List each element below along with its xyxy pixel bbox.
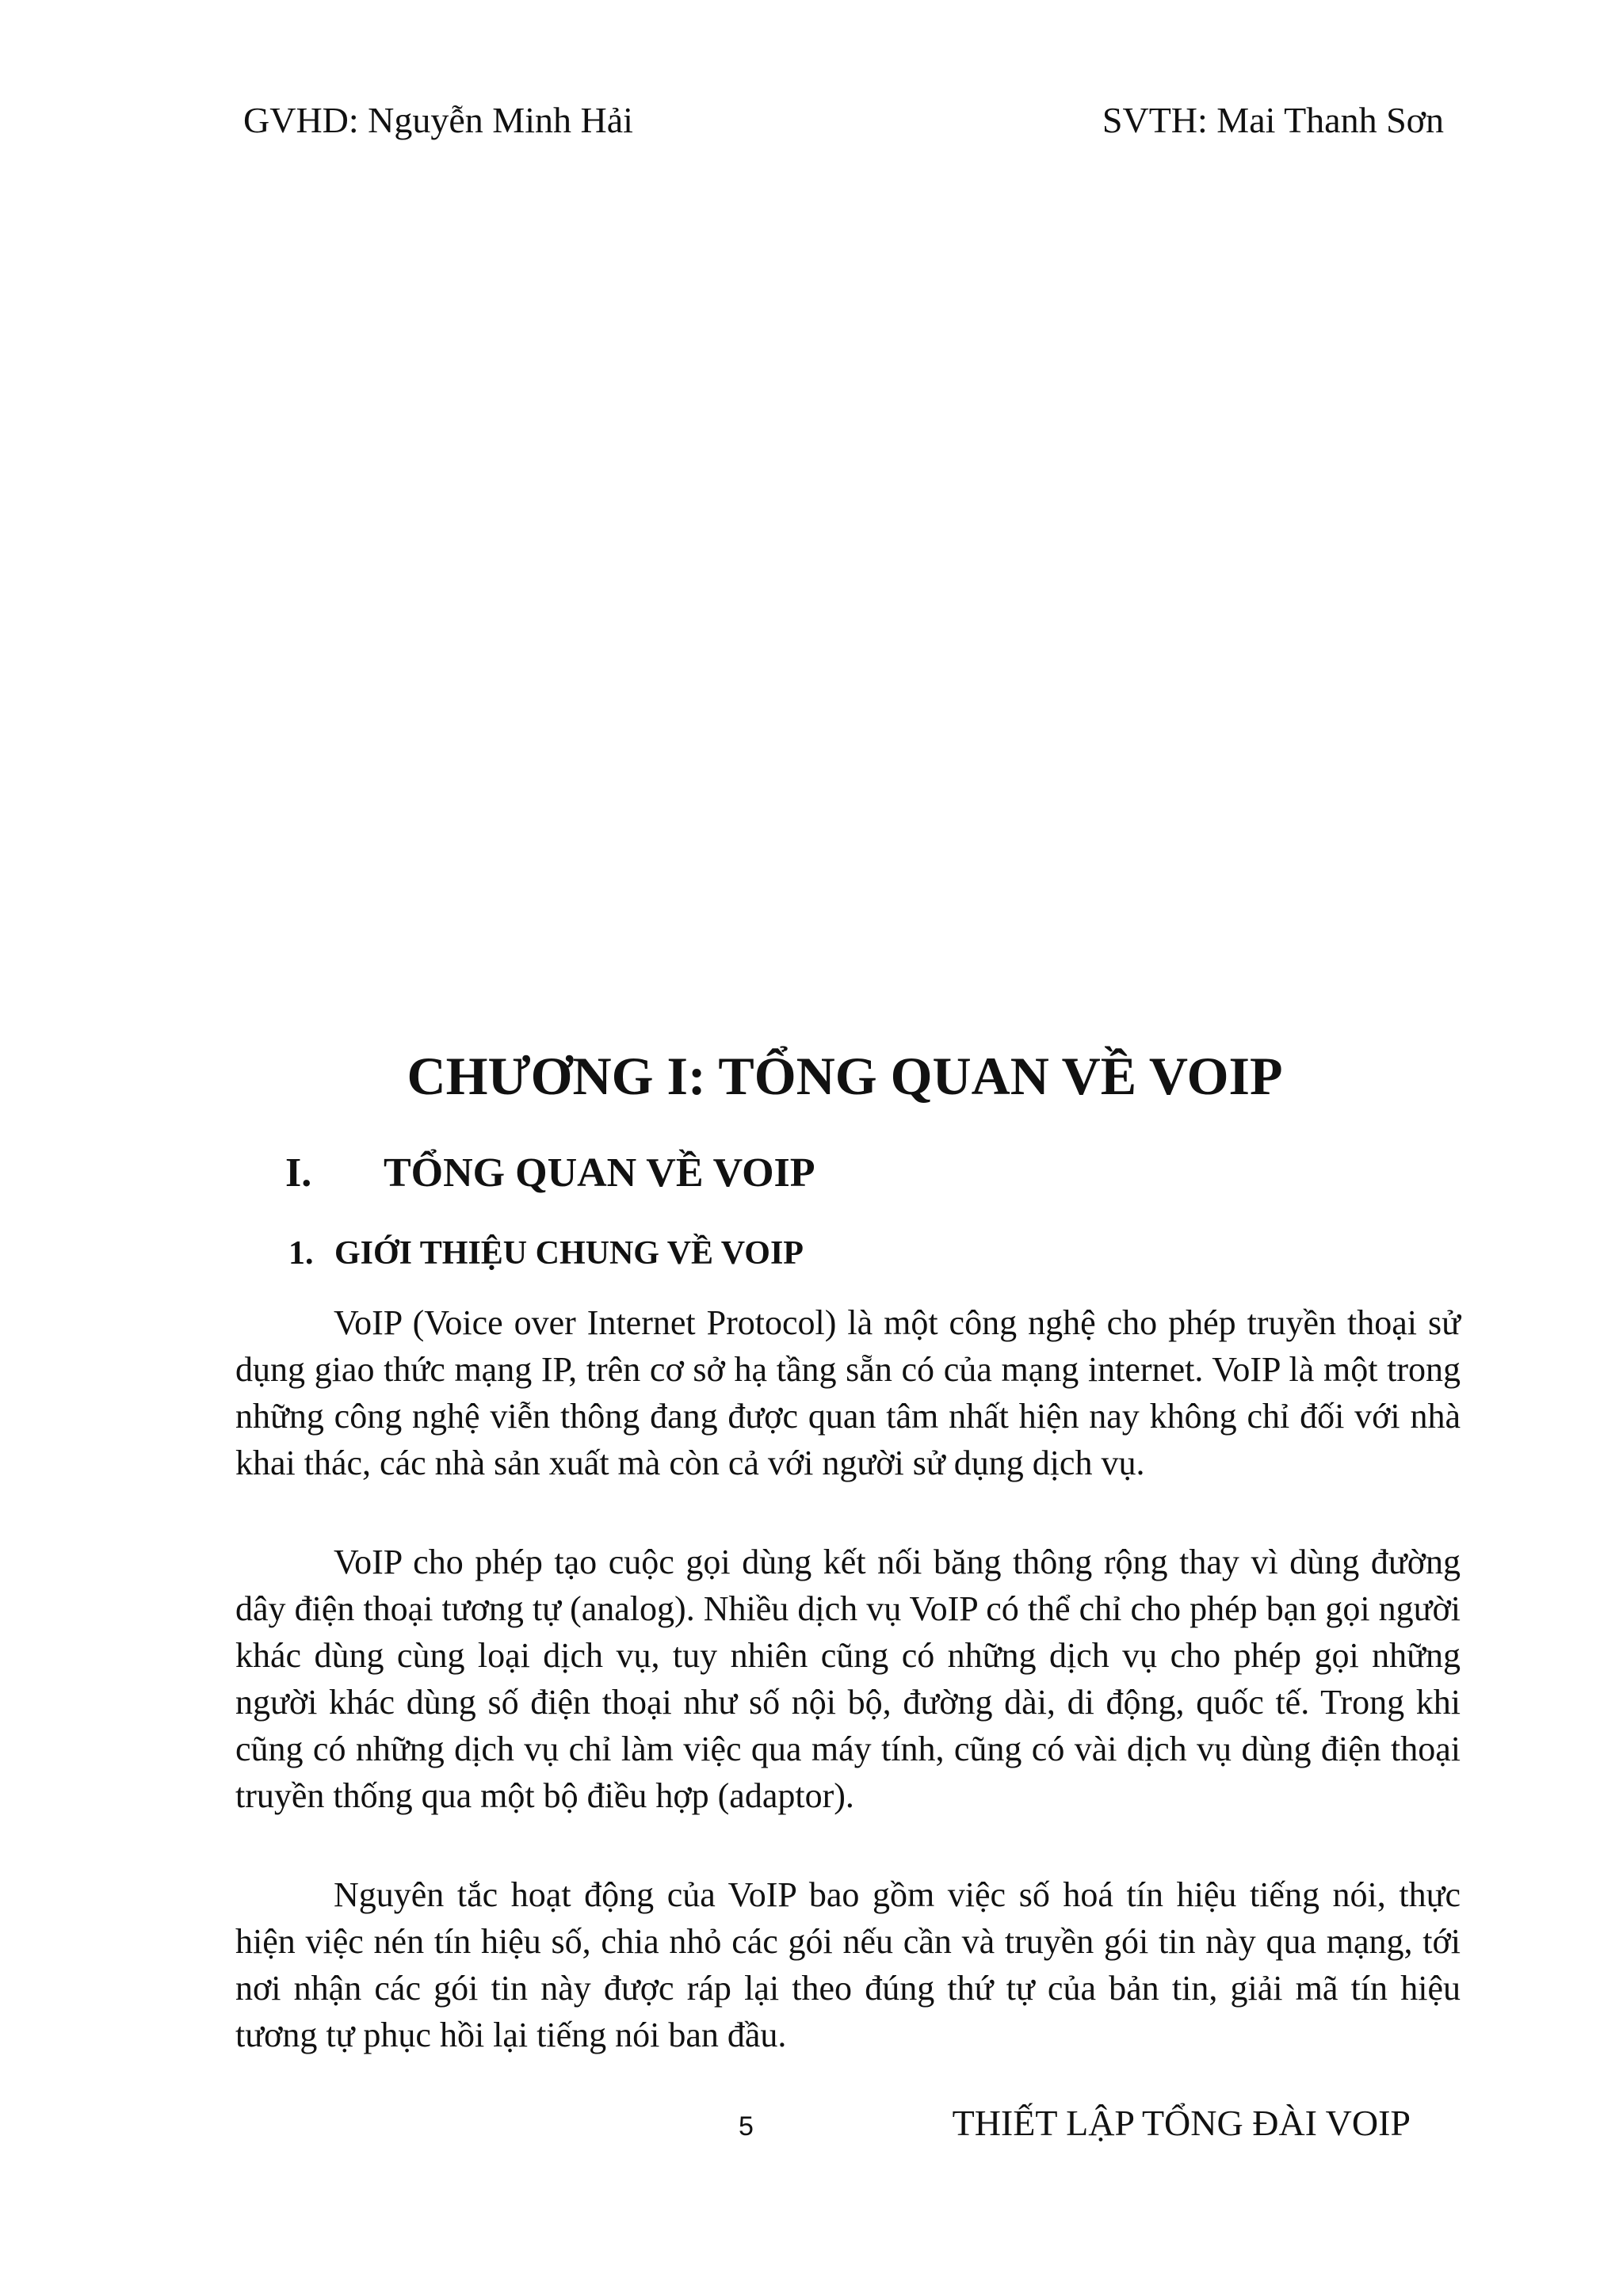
body-paragraph: Nguyên tắc hoạt động của VoIP bao gồm việc số hoá tín hiệu tiếng nói, thực hiện việc nén tín hiệu số, chia nhỏ các gói nếu cần và truyền gói tin này qua mạng, tới nơi nhận các gói tin này được ráp lại theo đúng thứ tự của bản tin, giải mã tín hiệu tương tự phục hồi lại tiếng nói ban đầu. [235,1875,1461,2054]
page-number: 5 [739,2111,754,2142]
subsection-title: GIỚI THIỆU CHUNG VỀ VOIP [334,1235,804,1272]
footer-document-title: THIẾT LẬP TỔNG ĐÀI VOIP [952,2103,1411,2143]
header-student: SVTH: Mai Thanh Sơn [1102,100,1444,140]
subsection-number: 1. [288,1235,314,1272]
body-paragraph: VoIP cho phép tạo cuộc gọi dùng kết nối băng thông rộng thay vì dùng đường dây điện thoại tương tự (analog). Nhiều dịch vụ VoIP có thể chỉ cho phép bạn gọi người khác dùng cùng loại dịch vụ, tuy nhiên cũng có những dịch vụ cho phép gọi những người khác dùng số điện thoại như số nội bộ, đường dài, di động, quốc tế. Trong khi cũng có những dịch vụ chỉ làm việc qua máy tính, cũng có vài dịch vụ dùng điện thoại truyền thống qua một bộ điều hợp (adaptor). [235,1543,1461,1815]
body-paragraph: VoIP (Voice over Internet Protocol) là một công nghệ cho phép truyền thoại sử dụng giao thức mạng IP, trên cơ sở hạ tầng sẵn có của mạng internet. VoIP là một trong những công nghệ viễn thông đang được quan tâm nhất hiện nay không chỉ đối với nhà khai thác, các nhà sản xuất mà còn cả với người sử dụng dịch vụ. [235,1303,1461,1482]
header-advisor: GVHD: Nguyễn Minh Hải [243,100,633,140]
subsection-heading [288,1231,804,1276]
chapter-title: CHƯƠNG I: TỔNG QUAN VỀ VOIP [407,1046,1283,1106]
section-heading [285,1147,815,1199]
section-title: TỔNG QUAN VỀ VOIP [384,1150,815,1196]
section-number: I. [285,1150,312,1196]
